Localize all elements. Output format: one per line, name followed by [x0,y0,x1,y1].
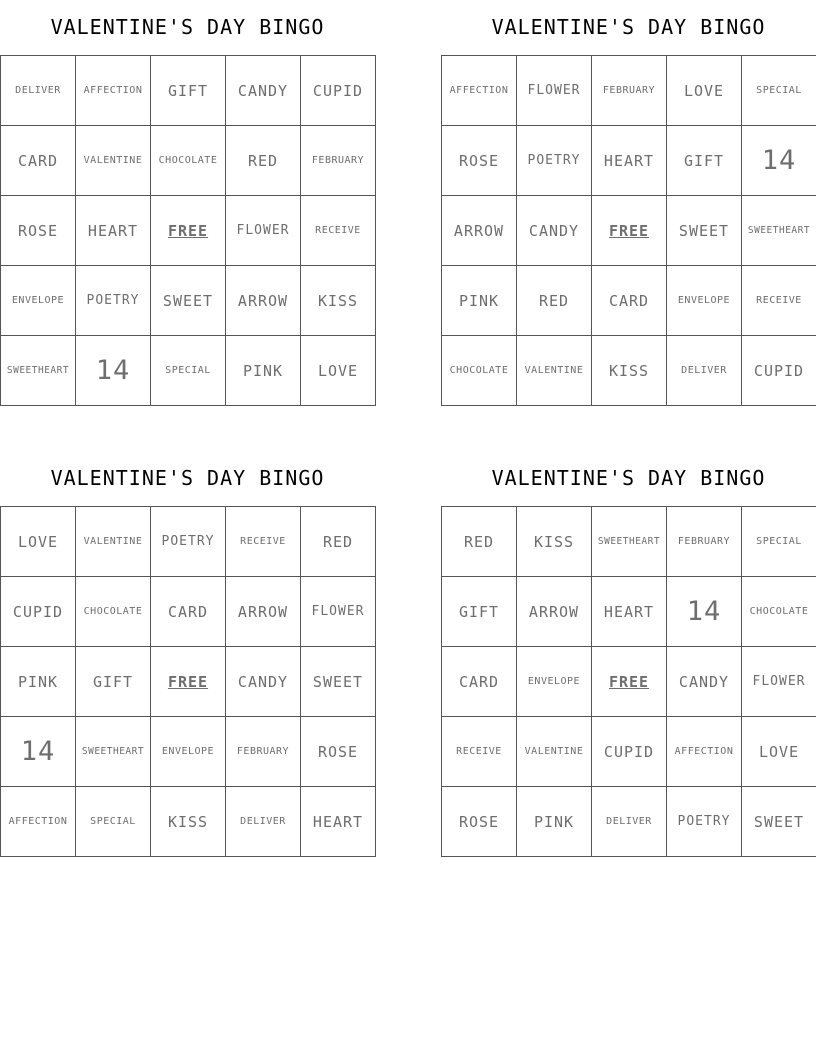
bingo-cell: POETRY [517,126,592,196]
bingo-cell: VALENTINE [76,507,151,577]
bingo-card-4 [441,451,816,857]
bingo-card-3 [0,451,375,857]
bingo-cell: CHOCOLATE [151,126,226,196]
bingo-cell: GIFT [667,126,742,196]
bingo-cell: CARD [1,126,76,196]
bingo-cell: SPECIAL [151,336,226,406]
bingo-cell: CARD [442,647,517,717]
bingo-cell: 14 [742,126,816,196]
bingo-cell: GIFT [442,577,517,647]
bingo-cell: SPECIAL [76,787,151,857]
bingo-cell: SWEETHEART [742,196,816,266]
bingo-cell: CUPID [592,717,667,787]
bingo-cell: ENVELOPE [1,266,76,336]
bingo-cell: ROSE [442,787,517,857]
bingo-cell: SPECIAL [742,56,816,126]
bingo-cell: HEART [592,126,667,196]
bingo-row [1,507,376,577]
bingo-cell: CUPID [742,336,816,406]
bingo-cell: LOVE [301,336,376,406]
bingo-cell: DELIVER [667,336,742,406]
bingo-cell: DELIVER [1,56,76,126]
bingo-cell: HEART [592,577,667,647]
bingo-cell: CHOCOLATE [76,577,151,647]
bingo-cell: FEBRUARY [667,507,742,577]
bingo-cell: ENVELOPE [151,717,226,787]
bingo-cell: ARROW [226,577,301,647]
bingo-cell: VALENTINE [76,126,151,196]
bingo-cell: SWEET [301,647,376,717]
bingo-cell: ENVELOPE [667,266,742,336]
bingo-row [442,717,816,787]
bingo-cell: FLOWER [226,196,301,266]
bingo-row [1,787,376,857]
bingo-cell: ENVELOPE [517,647,592,717]
bingo-cell: AFFECTION [76,56,151,126]
bingo-row [1,126,376,196]
bingo-row [1,647,376,717]
bingo-cell: RED [226,126,301,196]
bingo-row [1,577,376,647]
bingo-cell: CARD [151,577,226,647]
bingo-cell: KISS [151,787,226,857]
bingo-cell: POETRY [151,507,226,577]
bingo-row [442,647,816,717]
bingo-row [1,266,376,336]
bingo-cell: ARROW [226,266,301,336]
bingo-row [442,196,816,266]
bingo-cell: POETRY [667,787,742,857]
bingo-card-2 [441,0,816,406]
bingo-cell: VALENTINE [517,336,592,406]
free-space: FREE [592,196,667,266]
bingo-row [442,126,816,196]
bingo-cell: RED [301,507,376,577]
free-space: FREE [592,647,667,717]
bingo-cell: CARD [592,266,667,336]
bingo-cell: PINK [517,787,592,857]
bingo-cell: FEBRUARY [301,126,376,196]
bingo-cell: SWEETHEART [76,717,151,787]
bingo-cell: FLOWER [517,56,592,126]
card-title: VALENTINE'S DAY BINGO [50,15,325,39]
bingo-cell: POETRY [76,266,151,336]
bingo-row [442,787,816,857]
bingo-cell: AFFECTION [1,787,76,857]
bingo-cell: AFFECTION [442,56,517,126]
bingo-cell: SWEET [742,787,816,857]
bingo-cell: SWEET [151,266,226,336]
bingo-cell: FEBRUARY [592,56,667,126]
bingo-cell: CUPID [1,577,76,647]
bingo-cell: ARROW [442,196,517,266]
bingo-cell: GIFT [151,56,226,126]
bingo-card-1 [0,0,375,406]
bingo-row [1,56,376,126]
bingo-cell: CANDY [667,647,742,717]
bingo-cell: LOVE [742,717,816,787]
bingo-row [442,507,816,577]
bingo-cell: HEART [76,196,151,266]
bingo-cell: DELIVER [226,787,301,857]
bingo-row [442,336,816,406]
bingo-grid [441,506,816,857]
bingo-cell: DELIVER [592,787,667,857]
bingo-cell: KISS [517,507,592,577]
bingo-cell: SPECIAL [742,507,816,577]
bingo-grid [441,55,816,406]
bingo-cell: SWEETHEART [1,336,76,406]
bingo-cell: FLOWER [742,647,816,717]
card-title: VALENTINE'S DAY BINGO [50,466,325,490]
bingo-row [442,266,816,336]
bingo-cell: RECEIVE [742,266,816,336]
bingo-cell: RED [517,266,592,336]
bingo-cell: AFFECTION [667,717,742,787]
bingo-cell: FEBRUARY [226,717,301,787]
bingo-cell: VALENTINE [517,717,592,787]
bingo-grid [0,55,376,406]
bingo-cell: RECEIVE [301,196,376,266]
bingo-cell: SWEETHEART [592,507,667,577]
bingo-cell: ARROW [517,577,592,647]
bingo-cell: ROSE [1,196,76,266]
bingo-cell: 14 [76,336,151,406]
bingo-cell: CHOCOLATE [742,577,816,647]
bingo-cell: KISS [592,336,667,406]
bingo-row [1,717,376,787]
bingo-cell: 14 [1,717,76,787]
card-title: VALENTINE'S DAY BINGO [491,466,766,490]
bingo-cell: LOVE [667,56,742,126]
bingo-cell: CANDY [226,56,301,126]
bingo-cell: CUPID [301,56,376,126]
bingo-row [442,577,816,647]
card-title: VALENTINE'S DAY BINGO [491,15,766,39]
bingo-cell: ROSE [442,126,517,196]
bingo-row [1,336,376,406]
bingo-cell: CHOCOLATE [442,336,517,406]
bingo-cell: LOVE [1,507,76,577]
bingo-cell: SWEET [667,196,742,266]
bingo-cell: 14 [667,577,742,647]
bingo-row [442,56,816,126]
bingo-cell: ROSE [301,717,376,787]
bingo-cell: RECEIVE [442,717,517,787]
bingo-cell: GIFT [76,647,151,717]
bingo-cell: PINK [442,266,517,336]
bingo-grid [0,506,376,857]
bingo-cell: CANDY [517,196,592,266]
free-space: FREE [151,196,226,266]
bingo-cell: KISS [301,266,376,336]
free-space: FREE [151,647,226,717]
bingo-cell: FLOWER [301,577,376,647]
bingo-row [1,196,376,266]
bingo-cell: HEART [301,787,376,857]
bingo-cell: RED [442,507,517,577]
bingo-cell: CANDY [226,647,301,717]
bingo-cell: RECEIVE [226,507,301,577]
bingo-cell: PINK [1,647,76,717]
bingo-cell: PINK [226,336,301,406]
